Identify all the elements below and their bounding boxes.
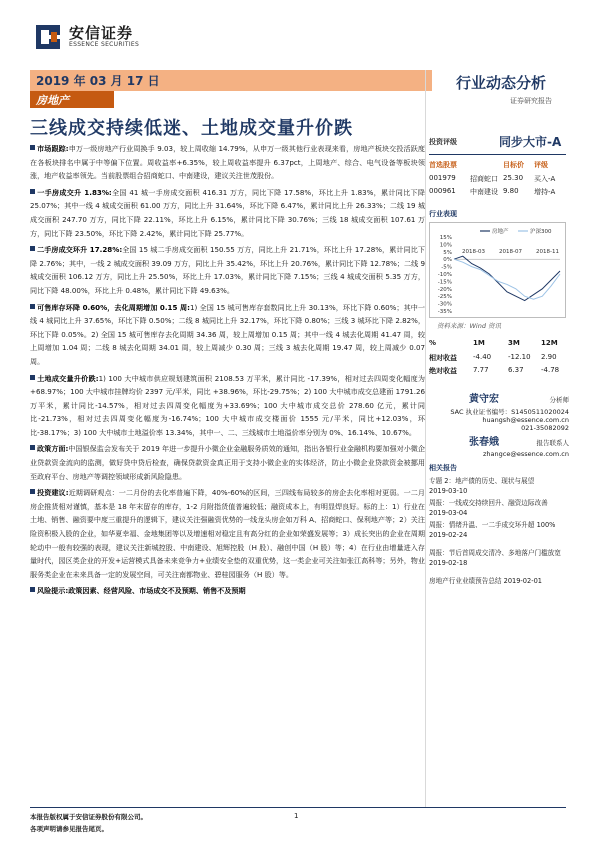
para-text: 全国 41 城一手房成交面积 416.31 万方，同比下降 17.58%，环比上升 1.83%，累计同比下降 25.07%；其中一线 4 城成交面积 61.00 万方，同比上升 31.64%，环比下降 6.47%，累计同比上升 26.33%；二线 19 城成交面积 247.70 万方，同比下降 22.11%，环比上升 6.15%，累计同比下降 30.76%；三线 18 城成交面积 107.61 万方，同比下降 23.50%，环比下降 2.42%，累计同比下降 25.77%。: [30, 187, 425, 238]
stock-name: 中南建设: [470, 188, 498, 196]
para-head: 风险提示:: [37, 586, 69, 596]
analyst-block: [429, 433, 569, 458]
para-head: 二手房成交环升 17.28%:: [37, 245, 123, 255]
bullet-icon: [30, 145, 35, 150]
stock-code: 001979: [429, 174, 456, 182]
bullet-icon: [30, 489, 35, 494]
related-text: 周报：情绪升温、一二手成交环升超 100%: [429, 521, 556, 529]
perf-section-title: 行业表现: [429, 210, 457, 218]
header-cell: 评级: [534, 161, 548, 169]
para-head: 土地成交量升价跌:: [37, 373, 99, 383]
paragraph-market: [30, 142, 425, 183]
header-cell: 12M: [541, 339, 558, 347]
value-cell: -4.40: [473, 353, 492, 361]
paragraph-new-home: [30, 186, 425, 240]
para-head: 一手房成交升 1.83%:: [37, 187, 112, 197]
related-date: 2019-03-04: [429, 509, 468, 517]
y-tick-label: -5%: [441, 264, 452, 271]
paragraph-land: [30, 372, 425, 440]
analyst-block: [429, 390, 569, 432]
header-cell: 1M: [473, 339, 485, 347]
related-item[interactable]: [429, 548, 569, 568]
stock-name: 招商蛇口: [470, 175, 498, 183]
chart-source: 资料来源：Wind 资讯: [437, 322, 502, 330]
stock-code: 000961: [429, 187, 456, 195]
value-cell: 2.90: [541, 353, 557, 361]
y-tick-label: -15%: [437, 279, 452, 286]
para-text: 近期调研观点：一二月份的去化率普遍下降，40%-60%的区间，三四线布局较多的房企去化率相对更弱。一二月房企推货相对谨慎，基本是 18 年末留存的库存，1-2 月附指货值普遍较低；融资成本上，有明显焊良好。标的上：1）行业在土地、销售、融资要中度三重提升的逻辑下，建议关注强融资优势的一线龙头房企如万科 A、招商蛇口、保利地产等；2）关注险资积极入股的企业，如华夏幸福、金地集团等以及增速相对稳定且有高分红的企业如荣盛发展等；3）成长突出的企业在周期轮动中一般有较强的表现，建议关注新城控股、中南建设、旭辉控股（H 股）、融创中国（H 股）等；4）在行业由增量进入存量时代，园区类企业的开发+运营模式具备未来竞争力+业绩安全垫的双重优势，这一类企业可关注如张江高科等；另外，物业服务类企业在未来具备一定的发展空间，可关注南都物业、碧桂园服务（H 股）等。: [30, 488, 426, 579]
series-line-1: [454, 259, 560, 299]
rating-label: 投资评级: [429, 138, 457, 146]
y-tick-label: 0%: [443, 257, 452, 264]
logo-mark-icon: [33, 22, 63, 52]
x-tick-label: 2018-03: [462, 249, 485, 255]
footer-divider: [30, 807, 566, 808]
x-tick-label: 2018-07: [499, 249, 522, 255]
para-head: 投资建议:: [37, 488, 69, 498]
header-cell: 首选股票: [429, 161, 457, 169]
rating-divider: [429, 154, 566, 155]
footer-disclaimer-1: 本报告版权属于安信证券股份有限公司。: [30, 813, 147, 821]
y-tick-label: -25%: [437, 294, 452, 301]
legend-label: 沪深300: [530, 229, 552, 235]
page-number: 1: [294, 812, 299, 820]
row-label: 绝对收益: [429, 367, 457, 375]
bullet-icon: [30, 445, 35, 450]
para-text: 申万一级房地产行业周换手 9.03，较上周收缩 14.79%，从申万一级其他行业表现来看，房地产板块交投活跃度在各板块排名中属于中等偏下位置。周收益率+6.35%，较上周收益率提升 6.37pct，上周地产、综合、电气设备等板块领涨，地产收益率领先。当前股票组合招商蛇口、中南建设，建议关注世茂股份。: [30, 144, 425, 181]
value-cell: 6.37: [508, 366, 524, 374]
company-logo: [33, 22, 139, 52]
footer-disclaimer-2: 各项声明请参见报告尾页。: [30, 825, 108, 833]
column-divider: [425, 70, 426, 807]
related-date: 2019-02-18: [429, 559, 468, 567]
stock-rating: 增持-A: [534, 188, 556, 196]
related-title: 相关报告: [429, 464, 457, 472]
report-date: 2019 年 03 月 17 日: [36, 74, 160, 88]
paragraph-policy: [30, 442, 425, 483]
para-head: 可售库存环降 0.60%，去化周期增加 0.15 周:: [37, 302, 190, 312]
related-text: 房地产行业业绩预告总结: [429, 577, 502, 585]
bullet-icon: [30, 189, 35, 194]
report-subtitle: 证券研究报告: [510, 97, 552, 105]
related-date: 2019-03-10: [429, 487, 468, 495]
analyst-role: 报告联系人: [536, 439, 569, 447]
paragraph-second-home: [30, 243, 425, 297]
value-cell: 7.77: [473, 366, 489, 374]
logo-cn: 安信证券: [69, 24, 134, 42]
paragraph-investment: [30, 486, 425, 581]
legend-label: 房地产: [492, 229, 509, 235]
related-item[interactable]: [429, 576, 569, 586]
related-text: 周报：节后首周成交清冷、多地落户门槛放宽: [429, 549, 561, 557]
para-head: 市场跟踪:: [37, 144, 69, 153]
analyst-phone: 021-35082092: [521, 424, 569, 432]
y-tick-label: 5%: [443, 249, 452, 256]
related-item[interactable]: [429, 476, 569, 496]
header-cell: 目标价: [503, 161, 524, 169]
y-tick-label: -35%: [437, 309, 452, 315]
analyst-name: 张春娥: [469, 437, 499, 448]
paragraph-inventory: [30, 301, 425, 369]
analyst-cert: SAC 执业证书编号：S1450511020024: [450, 408, 569, 416]
paragraph-risk: [30, 584, 425, 598]
related-text: 周报：一线成交持续回升、融资边际改善: [429, 499, 548, 507]
para-text: 1) 全国 15 城可售库存套数同比上升 30.13%，环比下降 0.60%；其中一线 4 城同比上升 37.65%，环比下降 0.50%；二线 8 城同比上升 32.17%，环比下降 0.80%；三线 3 城环比下降 2.82%，环比下降 0.05%。2) 全国 15 城可售库存去化周期 34.36 周，较上周增加 0.15 周；其中一线 4 城去化周期 41.47 周，较上周增加 1.04 周；二线 8 城去化周期 34.01 周，较上周减少 0.30 周；三线 3 城去化周期 19.47 周，较上周减少 0.07 周。: [30, 302, 425, 366]
related-date: 2019-02-24: [429, 531, 468, 539]
para-text: 中国银保监会发布关于 2019 年进一步提升小微企业金融服务质效的通知，指出各银行业金融机构要加强对小微企业贷款资金流向的监测，做好贷中贷后检查，确保贷款资金真正用于支持小微企业的实体经济，防止小微企业贷款资金被挪用至政府平台、房地产等调控领域形成新风险隐患。: [30, 444, 425, 481]
related-item[interactable]: [429, 520, 569, 540]
bullet-icon: [30, 375, 35, 380]
rating-value: 同步大市-A: [499, 135, 562, 149]
main-body: [30, 142, 425, 601]
logo-en: ESSENCE SECURITIES: [69, 41, 140, 48]
para-text: 政策因素、经营风险、市场成交不及预期、销售不及预期: [68, 586, 246, 596]
header-cell: 3M: [508, 339, 520, 347]
related-date: 2019-02-01: [503, 577, 542, 585]
bullet-icon: [30, 246, 35, 251]
y-tick-label: -30%: [437, 301, 452, 308]
target-price: 9.80: [503, 187, 519, 195]
industry-performance-chart: [429, 222, 566, 318]
analyst-email[interactable]: zhangce@essence.com.cn: [482, 450, 569, 458]
analyst-name: 黄守宏: [469, 394, 499, 405]
y-tick-label: 15%: [439, 235, 452, 241]
x-tick-label: 2018-11: [536, 249, 559, 255]
y-tick-label: -20%: [437, 286, 452, 293]
analyst-email[interactable]: huangsh@essence.com.cn: [482, 416, 569, 424]
chart-svg: [430, 223, 565, 317]
related-text: 专题 2：地产债的历史、现状与展望: [429, 477, 535, 485]
related-item[interactable]: [429, 498, 569, 518]
row-label: 相对收益: [429, 354, 457, 362]
para-text: 1) 100 大中城市供应规划建筑面积 2108.53 万平米，累计同比 -17.39%，相对过去四周变化幅度为+68.97%；100 大中城市挂牌均价 2397 元/平米，同比 +38.96%，环比-29.75%；2) 100 大中城市成交总建面 1791.26 万平米，累计同比-14.57%，相对过去四周变化幅度为+33.69%；100 大中城市成交总价 278.60 亿元，累计同比-21.73%，相对过去四周变化幅度为-16.74%；100 大中城市成交楼面价 1555 元/平米，同比+12.03%，环比-38.17%；3) 100 大中城市土地溢价率 13.34%，其中一、二、三线城市土地溢价率分别为 0%、16.14%、10.67%。: [30, 373, 425, 437]
analyst-role: 分析师: [549, 396, 569, 404]
header-cell: %: [429, 339, 437, 347]
bullet-icon: [30, 587, 35, 592]
y-tick-label: 10%: [439, 242, 452, 249]
y-tick-label: -10%: [437, 272, 452, 278]
sector-label: 房地产: [36, 94, 69, 107]
target-price: 25.30: [503, 174, 524, 182]
stock-rating: 买入-A: [534, 175, 556, 183]
value-cell: -4.78: [541, 366, 560, 374]
value-cell: -12.10: [508, 353, 531, 361]
para-text: 全国 15 城二手房成交面积 150.55 万方，同比上升 21.71%，环比上升 17.28%，累计同比下降 2.76%；其中，一线 2 城成交面积 39.09 万方，同比上升 35.42%，环比上升 20.76%，累计同比下降 12.78%；二线 9 城成交面积 106.12 万方，同比上升 25.50%，环比上升 17.03%，累计同比下降 7.15%；三线 4 城成交面积 5.35 万方，同比下降 48.00%，环比上升 0.48%，累计同比下降 49.63%。: [30, 245, 425, 295]
bullet-icon: [30, 304, 35, 309]
para-head: 政策方面:: [37, 444, 69, 454]
report-type: 行业动态分析: [456, 74, 547, 92]
page-title: 三线成交持续低迷、土地成交量升价跌: [30, 118, 353, 139]
